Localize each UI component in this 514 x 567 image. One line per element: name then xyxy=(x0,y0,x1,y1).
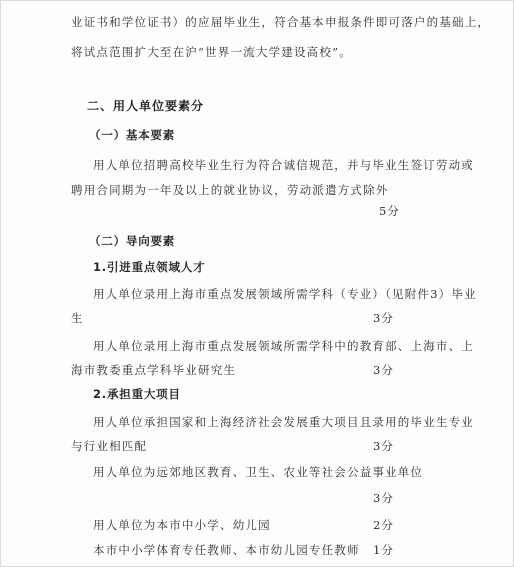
paragraph-line: 聘用合同期为一年及以上的就业协议，劳动派遣方式除外 xyxy=(71,183,389,197)
section-heading: 二、用人单位要素分 xyxy=(87,99,205,113)
score-value: 3分 xyxy=(373,311,394,325)
score-value: 3分 xyxy=(373,491,394,505)
paragraph-line: 用人单位录用上海市重点发展领域所需学科中的教育部、上海市、上 xyxy=(93,339,474,353)
paragraph-line: 用人单位承担国家和上海经济社会发展重大项目且录用的毕业生专业 xyxy=(93,415,474,429)
paragraph-line: 本市中小学体育专任教师、本市幼儿园专任教师 xyxy=(93,543,360,557)
score-value: 2分 xyxy=(373,518,394,532)
subsection-heading: （一）基本要素 xyxy=(89,128,176,142)
paragraph-line: 用人单位为远郊地区教育、卫生、农业等社会公益事业单位 xyxy=(93,465,424,479)
score-value: 1分 xyxy=(373,543,394,557)
paragraph-line: 用人单位为本市中小学、幼儿园 xyxy=(93,518,271,532)
item-heading: 1.引进重点领域人才 xyxy=(93,260,206,274)
paragraph-line: 将试点范围扩大至在沪“世界一流大学建设高校”。 xyxy=(71,45,352,59)
subsection-heading: （二）导向要素 xyxy=(89,234,176,248)
score-value: 3分 xyxy=(373,439,394,453)
score-value: 3分 xyxy=(373,363,394,377)
item-heading: 2.承担重大项目 xyxy=(93,387,181,401)
paragraph-line: 生 xyxy=(71,311,84,325)
paragraph-line: 海市教委重点学科毕业研究生 xyxy=(71,363,237,377)
paragraph-line: 用人单位录用上海市重点发展领域所需学科（专业）（见附件3）毕业 xyxy=(93,287,477,301)
paragraph-line: 与行业相匹配 xyxy=(71,439,148,453)
paragraph-line: 用人单位招聘高校毕业生行为符合诚信规范，并与毕业生签订劳动或 xyxy=(93,158,474,172)
paragraph-line: 业证书和学位证书）的应届毕业生，符合基本申报条件即可落户的基础上， xyxy=(71,15,491,29)
score-value: 5分 xyxy=(379,204,400,218)
